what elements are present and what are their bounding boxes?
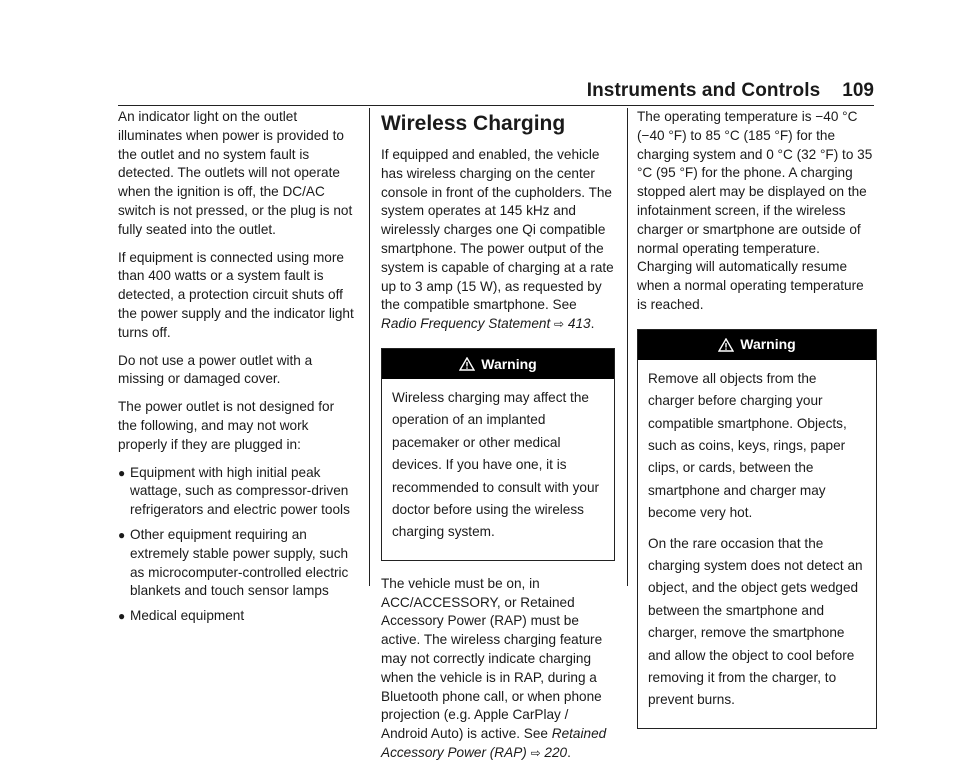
rap-page[interactable]: 220 bbox=[544, 744, 568, 760]
warning-body bbox=[382, 379, 614, 544]
column-3 bbox=[637, 108, 877, 743]
header-section-title: Instruments and Controls bbox=[586, 80, 821, 101]
column-2 bbox=[381, 108, 615, 772]
wireless-charging-heading: Wireless Charging bbox=[381, 112, 566, 135]
warning-header bbox=[382, 349, 614, 379]
list-item-text: Equipment with high initial peak wattage, such as compressor-driven refrigerators and electric power tools bbox=[130, 464, 350, 518]
page-ref-arrow-icon: ⇨ bbox=[554, 317, 565, 332]
page-number: 109 bbox=[842, 80, 874, 101]
warning-label: Warning bbox=[481, 355, 537, 372]
paragraph-operating-temperature: The operating temperature is −40 °C (−40 °F) to 85 °C (185 °F) for the charging system and 0 °C (32 °F) to 35 °C (95 °F) for the phone. A charging stopped alert may be displayed on the infotainment screen, if the wireless charger or smartphone are outside of normal operating temperature. Charging will automatically resume when a normal operating temperature is reached. bbox=[637, 109, 873, 312]
bullet-icon: ● bbox=[118, 527, 126, 542]
warning-triangle-icon bbox=[459, 357, 475, 371]
rap-link[interactable]: Retained Accessory Power (RAP) bbox=[381, 726, 607, 760]
radio-frequency-link[interactable]: Radio Frequency Statement bbox=[381, 316, 551, 332]
warning-text-remove-objects: Remove all objects from the charger before charging your compatible smartphone. Objects, such as coins, keys, rings, paper clips, or cards, between the smartphone and charger may become very hot. bbox=[648, 370, 847, 521]
warning-header bbox=[638, 330, 876, 360]
warning-triangle-icon bbox=[718, 338, 734, 352]
equipment-list bbox=[118, 464, 356, 626]
page-ref-arrow-icon: ⇨ bbox=[530, 745, 541, 760]
warning-label: Warning bbox=[740, 336, 796, 353]
warning-text-rare-occasion: On the rare occasion that the charging system does not detect an object, and the object gets wedged between the smartphone and charger, remove the smartphone and allow the object to cool before removing it from the charger, to prevent burns. bbox=[648, 535, 863, 708]
header-rule bbox=[118, 105, 874, 106]
column-1 bbox=[118, 108, 356, 632]
warning-box-objects bbox=[637, 329, 877, 729]
radio-frequency-page[interactable]: 413 bbox=[567, 316, 591, 332]
column-divider-2 bbox=[627, 108, 628, 586]
paragraph-not-designed: The power outlet is not designed for the following, and may not work properly if they are plugged in: bbox=[118, 399, 335, 452]
warning-text: Wireless charging may affect the operation of an implanted pacemaker or other medical devices. If you have one, it is recommended to consult with your doctor before using the wireless charging system. bbox=[392, 389, 600, 540]
list-item bbox=[118, 464, 356, 520]
paragraph-vehicle-on: The vehicle must be on, in ACC/ACCESSORY, or Retained Accessory Power (RAP) must be active. The wireless charging feature may not correctly indicate charging when the vehicle is in RAP, during a Bluetooth phone call, or when phone projection (e.g. Apple CarPlay / Android Auto) is active. See Retained Accessory Power (RAP) ⇨ 220. bbox=[381, 575, 607, 760]
wireless-intro-text: If equipped and enabled, the vehicle has wireless charging on the center console in front of the cupholders. The system operates at 145 kHz and wirelessly charges one Qi compatible smartphone. The power output of the system is capable of charging at a rate up to 3 amp (15 W), as requested by the compatible smartphone. See bbox=[381, 147, 614, 313]
list-item bbox=[118, 607, 356, 626]
paragraph-wireless-intro: If equipped and enabled, the vehicle has wireless charging on the center console in front of the cupholders. The system operates at 145 kHz and wirelessly charges one Qi compatible smartphone. The power output of the system is capable of charging at a rate up to 3 amp (15 W), as requested by the compatible smartphone. See Radio Frequency Statement ⇨ 413. bbox=[381, 147, 614, 332]
list-item-text: Medical equipment bbox=[130, 608, 245, 624]
paragraph-indicator-light: An indicator light on the outlet illuminates when power is provided to the outlet and no system fault is detected. The outlets will not operate when the ignition is off, the DC/AC switch is not pressed, or the plug is not fully seated into the outlet. bbox=[118, 109, 353, 237]
page-header bbox=[587, 80, 874, 102]
paragraph-missing-cover: Do not use a power outlet with a missing or damaged cover. bbox=[118, 352, 313, 387]
paragraph-protection-circuit: If equipment is connected using more than 400 watts or a system fault is detected, a protection circuit shuts off the power supply and the indicator light turns off. bbox=[118, 249, 354, 340]
list-item-text: Other equipment requiring an extremely stable power supply, such as microcomputer-controlled electric blankets and touch sensor lamps bbox=[130, 526, 349, 599]
warning-body bbox=[638, 360, 876, 712]
bullet-icon: ● bbox=[118, 609, 126, 624]
list-item bbox=[118, 526, 356, 601]
warning-box-pacemaker bbox=[381, 348, 615, 561]
column-divider-1 bbox=[369, 108, 370, 586]
bullet-icon: ● bbox=[118, 465, 126, 480]
vehicle-on-text: The vehicle must be on, in ACC/ACCESSORY, or Retained Accessory Power (RAP) must be active. The wireless charging feature may not correctly indicate charging when the vehicle is in RAP, during a Bluetooth phone call, or when phone projection (e.g. Apple CarPlay / Android Auto) is active. See bbox=[381, 575, 603, 742]
